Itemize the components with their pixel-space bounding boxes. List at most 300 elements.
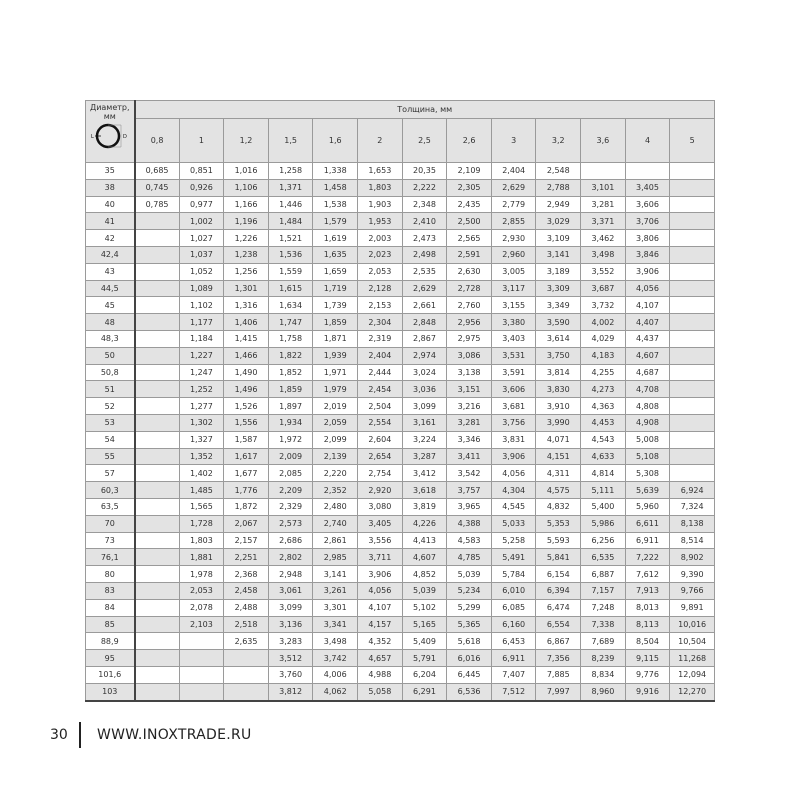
weight-cell: 5,111 xyxy=(581,482,626,499)
weight-cell: 5,108 xyxy=(625,448,670,465)
weight-cell xyxy=(670,280,715,297)
weight-cell: 5,299 xyxy=(447,599,492,616)
weight-cell: 4,583 xyxy=(447,532,492,549)
weight-cell: 4,226 xyxy=(402,515,447,532)
thickness-column-header: 3 xyxy=(491,119,536,163)
weight-cell: 1,327 xyxy=(179,431,224,448)
diameter-cell: 57 xyxy=(86,465,135,482)
weight-cell: 5,400 xyxy=(581,498,626,515)
weight-cell: 3,750 xyxy=(536,347,581,364)
diameter-cell: 76,1 xyxy=(86,549,135,566)
weight-cell: 4,255 xyxy=(581,364,626,381)
diameter-cell: 50 xyxy=(86,347,135,364)
weight-cell: 2,458 xyxy=(224,582,269,599)
weight-cell: 4,413 xyxy=(402,532,447,549)
diameter-cell: 42 xyxy=(86,230,135,247)
weight-cell: 1,659 xyxy=(313,263,358,280)
weight-cell: 6,554 xyxy=(536,616,581,633)
weight-cell: 2,348 xyxy=(402,196,447,213)
diameter-cell: 80 xyxy=(86,566,135,583)
weight-cell: 5,165 xyxy=(402,616,447,633)
weight-cell xyxy=(670,179,715,196)
diameter-cell: 84 xyxy=(86,599,135,616)
weight-cell: 1,852 xyxy=(268,364,313,381)
weight-cell: 1,881 xyxy=(179,549,224,566)
weight-cell: 5,784 xyxy=(491,566,536,583)
weight-cell: 2,078 xyxy=(179,599,224,616)
table-row xyxy=(86,633,715,650)
weight-cell xyxy=(135,414,180,431)
weight-cell xyxy=(135,599,180,616)
weight-cell: 3,618 xyxy=(402,482,447,499)
weight-cell: 6,887 xyxy=(581,566,626,583)
weight-cell: 6,867 xyxy=(536,633,581,650)
weight-cell: 5,033 xyxy=(491,515,536,532)
weight-cell: 1,903 xyxy=(358,196,403,213)
weight-cell: 8,138 xyxy=(670,515,715,532)
table-row xyxy=(86,364,715,381)
weight-cell: 2,554 xyxy=(358,414,403,431)
weight-cell: 1,719 xyxy=(313,280,358,297)
weight-cell: 9,891 xyxy=(670,599,715,616)
weight-cell: 1,490 xyxy=(224,364,269,381)
weight-cell: 5,039 xyxy=(402,582,447,599)
weight-cell: 3,591 xyxy=(491,364,536,381)
weight-cell: 2,023 xyxy=(358,246,403,263)
diameter-cell: 83 xyxy=(86,582,135,599)
weight-cell: 3,965 xyxy=(447,498,492,515)
weight-cell: 7,157 xyxy=(581,582,626,599)
weight-cell: 6,535 xyxy=(581,549,626,566)
table-row xyxy=(86,532,715,549)
table-row xyxy=(86,263,715,280)
weight-cell: 3,261 xyxy=(313,582,358,599)
weight-cell: 1,496 xyxy=(224,381,269,398)
weight-cell: 1,579 xyxy=(313,213,358,230)
weight-cell: 2,504 xyxy=(358,398,403,415)
weight-cell: 1,238 xyxy=(224,246,269,263)
weight-cell: 2,019 xyxy=(313,398,358,415)
weight-cell: 6,160 xyxy=(491,616,536,633)
weight-cell: 0,926 xyxy=(179,179,224,196)
weight-cell xyxy=(670,163,715,180)
weight-cell: 2,352 xyxy=(313,482,358,499)
diameter-cell: 103 xyxy=(86,683,135,700)
weight-cell: 3,681 xyxy=(491,398,536,415)
table-row xyxy=(86,582,715,599)
weight-cell: 1,415 xyxy=(224,330,269,347)
weight-cell: 2,444 xyxy=(358,364,403,381)
weight-cell: 10,016 xyxy=(670,616,715,633)
weight-cell: 1,972 xyxy=(268,431,313,448)
weight-cell: 3,024 xyxy=(402,364,447,381)
diameter-cell: 45 xyxy=(86,297,135,314)
table-row xyxy=(86,549,715,566)
weight-cell: 1,446 xyxy=(268,196,313,213)
weight-cell xyxy=(135,364,180,381)
weight-cell: 3,086 xyxy=(447,347,492,364)
thickness-column-header: 3,2 xyxy=(536,119,581,163)
weight-cell: 9,916 xyxy=(625,683,670,700)
weight-cell: 5,841 xyxy=(536,549,581,566)
table-row xyxy=(86,599,715,616)
weight-cell: 1,256 xyxy=(224,263,269,280)
weight-cell: 2,535 xyxy=(402,263,447,280)
weight-cell: 2,591 xyxy=(447,246,492,263)
weight-cell: 5,491 xyxy=(491,549,536,566)
weight-cell: 1,352 xyxy=(179,448,224,465)
weight-cell: 3,309 xyxy=(536,280,581,297)
weight-cell: 4,273 xyxy=(581,381,626,398)
table-row xyxy=(86,431,715,448)
weight-cell: 2,153 xyxy=(358,297,403,314)
weight-cell: 1,247 xyxy=(179,364,224,381)
weight-cell: 3,117 xyxy=(491,280,536,297)
weight-cell: 2,085 xyxy=(268,465,313,482)
weight-cell: 2,128 xyxy=(358,280,403,297)
weight-cell: 3,606 xyxy=(491,381,536,398)
weight-cell xyxy=(135,666,180,683)
weight-cell: 1,521 xyxy=(268,230,313,247)
weight-cell: 4,311 xyxy=(536,465,581,482)
weight-cell: 3,141 xyxy=(313,566,358,583)
weight-cell: 2,329 xyxy=(268,498,313,515)
weight-cell: 2,548 xyxy=(536,163,581,180)
weight-cell: 1,897 xyxy=(268,398,313,415)
weight-cell: 3,224 xyxy=(402,431,447,448)
weight-cell: 1,653 xyxy=(358,163,403,180)
weight-cell: 3,287 xyxy=(402,448,447,465)
weight-cell: 3,614 xyxy=(536,330,581,347)
table-row xyxy=(86,465,715,482)
weight-cell: 1,002 xyxy=(179,213,224,230)
diameter-cell: 48 xyxy=(86,314,135,331)
table-row xyxy=(86,297,715,314)
weight-cell: 4,687 xyxy=(625,364,670,381)
thickness-column-header: 1,2 xyxy=(224,119,269,163)
weight-cell xyxy=(135,498,180,515)
weight-cell: 3,281 xyxy=(447,414,492,431)
weight-cell: 3,281 xyxy=(581,196,626,213)
page-number: 30 xyxy=(50,727,68,743)
weight-cell: 6,911 xyxy=(491,650,536,667)
weight-cell xyxy=(224,683,269,700)
diameter-cell: 40 xyxy=(86,196,135,213)
weight-cell: 2,686 xyxy=(268,532,313,549)
diameter-cell: 42,4 xyxy=(86,246,135,263)
weight-cell: 4,363 xyxy=(581,398,626,415)
weight-cell xyxy=(670,414,715,431)
weight-cell: 2,975 xyxy=(447,330,492,347)
table-row xyxy=(86,482,715,499)
weight-cell xyxy=(135,297,180,314)
thickness-column-header: 0,8 xyxy=(135,119,180,163)
weight-cell: 9,115 xyxy=(625,650,670,667)
weight-cell xyxy=(135,616,180,633)
weight-cell: 6,924 xyxy=(670,482,715,499)
weight-cell: 7,338 xyxy=(581,616,626,633)
thickness-header: Толщина, мм xyxy=(135,101,715,119)
weight-cell: 1,587 xyxy=(224,431,269,448)
weight-cell: 4,056 xyxy=(625,280,670,297)
weight-cell: 3,906 xyxy=(625,263,670,280)
diameter-header-label: Диаметр, мм xyxy=(89,103,130,121)
weight-cell: 7,885 xyxy=(536,666,581,683)
weight-cell: 2,500 xyxy=(447,213,492,230)
weight-cell: 4,407 xyxy=(625,314,670,331)
table-row xyxy=(86,213,715,230)
weight-cell xyxy=(625,163,670,180)
table-row xyxy=(86,179,715,196)
table-row xyxy=(86,381,715,398)
weight-cell: 4,006 xyxy=(313,666,358,683)
weight-cell: 2,740 xyxy=(313,515,358,532)
weight-cell xyxy=(179,633,224,650)
weight-cell: 1,803 xyxy=(179,532,224,549)
weight-cell: 3,138 xyxy=(447,364,492,381)
weight-cell: 2,867 xyxy=(402,330,447,347)
weight-cell: 2,222 xyxy=(402,179,447,196)
weight-cell: 3,099 xyxy=(402,398,447,415)
weight-cell: 1,538 xyxy=(313,196,358,213)
weight-cell: 4,157 xyxy=(358,616,403,633)
weight-cell xyxy=(670,213,715,230)
weight-cell: 1,027 xyxy=(179,230,224,247)
weight-cell: 12,094 xyxy=(670,666,715,683)
weight-cell xyxy=(179,650,224,667)
weight-cell xyxy=(135,650,180,667)
weight-cell: 3,109 xyxy=(536,230,581,247)
weight-cell: 2,053 xyxy=(358,263,403,280)
weight-cell: 0,977 xyxy=(179,196,224,213)
weight-cell: 3,141 xyxy=(536,246,581,263)
weight-cell: 7,689 xyxy=(581,633,626,650)
thickness-column-header: 2,6 xyxy=(447,119,492,163)
weight-cell: 5,960 xyxy=(625,498,670,515)
weight-cell: 5,365 xyxy=(447,616,492,633)
weight-cell: 2,103 xyxy=(179,616,224,633)
weight-cell: 1,634 xyxy=(268,297,313,314)
weight-cell: 3,830 xyxy=(536,381,581,398)
weight-cell: 1,316 xyxy=(224,297,269,314)
weight-cell: 3,760 xyxy=(268,666,313,683)
weight-cell: 3,552 xyxy=(581,263,626,280)
weight-cell: 2,629 xyxy=(402,280,447,297)
weight-cell: 2,454 xyxy=(358,381,403,398)
weight-cell: 4,633 xyxy=(581,448,626,465)
weight-cell: 3,462 xyxy=(581,230,626,247)
diameter-cell: 35 xyxy=(86,163,135,180)
weight-cell: 2,473 xyxy=(402,230,447,247)
weight-cell: 3,005 xyxy=(491,263,536,280)
diameter-cell: 54 xyxy=(86,431,135,448)
table-row xyxy=(86,683,715,700)
weight-cell xyxy=(581,163,626,180)
weight-cell xyxy=(670,330,715,347)
weight-cell xyxy=(135,549,180,566)
weight-cell: 5,102 xyxy=(402,599,447,616)
weight-cell: 4,388 xyxy=(447,515,492,532)
pipe-weight-table xyxy=(85,100,715,702)
weight-cell: 2,498 xyxy=(402,246,447,263)
weight-cell: 9,776 xyxy=(625,666,670,683)
weight-cell: 1,635 xyxy=(313,246,358,263)
weight-cell: 3,812 xyxy=(268,683,313,700)
diameter-cell: 44,5 xyxy=(86,280,135,297)
weight-cell: 3,757 xyxy=(447,482,492,499)
table-row xyxy=(86,666,715,683)
table-row xyxy=(86,246,715,263)
weight-cell: 3,732 xyxy=(581,297,626,314)
weight-cell: 1,102 xyxy=(179,297,224,314)
weight-cell: 3,371 xyxy=(581,213,626,230)
weight-cell: 3,029 xyxy=(536,213,581,230)
weight-cell: 1,226 xyxy=(224,230,269,247)
weight-cell: 4,808 xyxy=(625,398,670,415)
weight-cell: 4,107 xyxy=(625,297,670,314)
weight-cell: 6,291 xyxy=(402,683,447,700)
table-row xyxy=(86,566,715,583)
weight-cell: 1,978 xyxy=(179,566,224,583)
weight-cell: 3,590 xyxy=(536,314,581,331)
weight-cell: 4,708 xyxy=(625,381,670,398)
weight-cell xyxy=(670,230,715,247)
weight-cell: 0,685 xyxy=(135,163,180,180)
table-row xyxy=(86,414,715,431)
weight-cell: 4,575 xyxy=(536,482,581,499)
weight-cell: 2,754 xyxy=(358,465,403,482)
weight-cell xyxy=(135,431,180,448)
weight-cell: 1,939 xyxy=(313,347,358,364)
weight-cell: 2,930 xyxy=(491,230,536,247)
weight-cell: 3,910 xyxy=(536,398,581,415)
weight-cell: 4,543 xyxy=(581,431,626,448)
diameter-cell: 85 xyxy=(86,616,135,633)
weight-cell: 5,986 xyxy=(581,515,626,532)
diameter-cell: 63,5 xyxy=(86,498,135,515)
weight-cell: 2,760 xyxy=(447,297,492,314)
diameter-header xyxy=(86,101,135,163)
table-row xyxy=(86,230,715,247)
weight-cell: 3,405 xyxy=(358,515,403,532)
weight-cell xyxy=(670,246,715,263)
weight-cell: 3,531 xyxy=(491,347,536,364)
diameter-cell: 70 xyxy=(86,515,135,532)
weight-cell: 2,109 xyxy=(447,163,492,180)
weight-cell: 3,756 xyxy=(491,414,536,431)
weight-cell: 1,301 xyxy=(224,280,269,297)
weight-cell: 2,404 xyxy=(358,347,403,364)
weight-cell: 3,687 xyxy=(581,280,626,297)
weight-cell: 3,380 xyxy=(491,314,536,331)
weight-cell: 3,412 xyxy=(402,465,447,482)
weight-cell: 3,819 xyxy=(402,498,447,515)
weight-cell: 4,029 xyxy=(581,330,626,347)
weight-cell: 1,556 xyxy=(224,414,269,431)
thickness-column-header: 1,5 xyxy=(268,119,313,163)
weight-cell: 2,067 xyxy=(224,515,269,532)
weight-cell: 2,518 xyxy=(224,616,269,633)
weight-cell: 1,177 xyxy=(179,314,224,331)
weight-cell: 1,619 xyxy=(313,230,358,247)
weight-cell: 1,089 xyxy=(179,280,224,297)
diameter-cell: 53 xyxy=(86,414,135,431)
weight-cell: 4,785 xyxy=(447,549,492,566)
weight-cell: 0,785 xyxy=(135,196,180,213)
weight-cell: 3,498 xyxy=(581,246,626,263)
weight-cell: 7,512 xyxy=(491,683,536,700)
diameter-cell: 95 xyxy=(86,650,135,667)
weight-cell: 2,157 xyxy=(224,532,269,549)
weight-cell: 2,305 xyxy=(447,179,492,196)
table-row xyxy=(86,314,715,331)
table-row xyxy=(86,196,715,213)
weight-cell xyxy=(135,280,180,297)
weight-cell: 7,997 xyxy=(536,683,581,700)
weight-cell: 8,504 xyxy=(625,633,670,650)
weight-cell xyxy=(135,582,180,599)
weight-cell: 5,409 xyxy=(402,633,447,650)
weight-cell: 4,062 xyxy=(313,683,358,700)
weight-cell: 2,003 xyxy=(358,230,403,247)
weight-cell: 3,101 xyxy=(581,179,626,196)
weight-cell: 8,514 xyxy=(670,532,715,549)
weight-cell xyxy=(135,532,180,549)
weight-cell: 8,902 xyxy=(670,549,715,566)
weight-cell: 1,485 xyxy=(179,482,224,499)
weight-cell: 1,803 xyxy=(358,179,403,196)
weight-cell xyxy=(224,666,269,683)
weight-cell: 1,338 xyxy=(313,163,358,180)
weight-cell xyxy=(135,213,180,230)
weight-cell: 7,913 xyxy=(625,582,670,599)
weight-cell xyxy=(135,683,180,700)
weight-cell: 8,834 xyxy=(581,666,626,683)
table-row xyxy=(86,498,715,515)
weight-cell: 6,016 xyxy=(447,650,492,667)
weight-cell xyxy=(135,465,180,482)
website-link[interactable]: WWW.INOXTRADE.RU xyxy=(97,727,252,743)
weight-cell: 2,480 xyxy=(313,498,358,515)
weight-cell: 6,154 xyxy=(536,566,581,583)
weight-cell: 8,239 xyxy=(581,650,626,667)
weight-cell: 3,411 xyxy=(447,448,492,465)
weight-cell xyxy=(135,330,180,347)
weight-cell: 8,113 xyxy=(625,616,670,633)
weight-cell: 5,058 xyxy=(358,683,403,700)
weight-cell: 7,612 xyxy=(625,566,670,583)
weight-cell: 5,234 xyxy=(447,582,492,599)
weight-cell: 6,611 xyxy=(625,515,670,532)
weight-cell xyxy=(179,666,224,683)
weight-cell: 7,248 xyxy=(581,599,626,616)
weight-cell: 2,728 xyxy=(447,280,492,297)
weight-cell: 5,639 xyxy=(625,482,670,499)
weight-cell: 4,056 xyxy=(491,465,536,482)
weight-cell: 1,252 xyxy=(179,381,224,398)
weight-cell: 3,189 xyxy=(536,263,581,280)
weight-cell: 2,985 xyxy=(313,549,358,566)
weight-cell: 2,861 xyxy=(313,532,358,549)
weight-cell: 0,851 xyxy=(179,163,224,180)
diameter-cell: 43 xyxy=(86,263,135,280)
weight-cell: 7,356 xyxy=(536,650,581,667)
weight-cell: 1,402 xyxy=(179,465,224,482)
weight-cell: 5,791 xyxy=(402,650,447,667)
weight-cell: 4,304 xyxy=(491,482,536,499)
weight-cell: 2,059 xyxy=(313,414,358,431)
weight-cell: 4,814 xyxy=(581,465,626,482)
